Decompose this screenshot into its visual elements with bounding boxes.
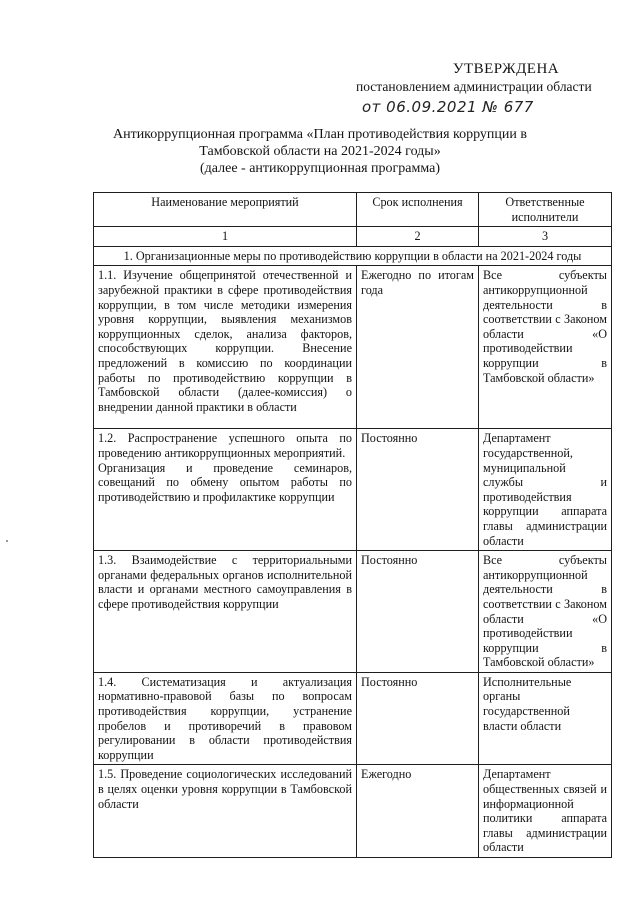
header-deadline: Срок исполнения [357, 193, 479, 227]
responsible-cell: Департамент общественных связей и информационной политики аппарата главы администрации области [479, 765, 612, 858]
responsible-cell: Исполнительные органы государственной власти области [479, 672, 612, 765]
approval-block [356, 60, 636, 116]
column-number-row [94, 227, 612, 247]
program-title-line3: (далее - антикоррупционная программа) [200, 161, 440, 176]
table-row [94, 266, 612, 429]
measure-cell: 1.1. Изучение общепринятой отечественной и зарубежной практики в сфере противодействия коррупции, в том числе методики измерения уровня коррупции, выявления механизмов коррупционных сделок, анализа факторов, способствующих коррупции. Внесение предложений в комиссию по координации работы по противодействию коррупции в Тамбовской области (далее-комиссия) о внедрении данной практики в области [94, 266, 357, 429]
program-title-line2: Тамбовской области на 2021-2024 годы» [199, 144, 441, 159]
deadline-cell: Постоянно [357, 672, 479, 765]
measures-table [93, 192, 612, 858]
program-title-line1: Антикоррупционная программа «План противодействия коррупции в [112, 127, 528, 142]
table-header-row [94, 193, 612, 227]
table-row [94, 672, 612, 765]
column-number: 1 [94, 227, 357, 247]
column-number: 2 [357, 227, 479, 247]
deadline-cell: Ежегодно [357, 765, 479, 858]
deadline-cell: Постоянно [357, 551, 479, 673]
section-title: 1. Организационные меры по противодействию коррупции в области на 2021-2024 годы [94, 246, 612, 266]
program-title [100, 126, 540, 177]
deadline-cell: Постоянно [357, 429, 479, 551]
table-row [94, 429, 612, 551]
responsible-cell: Департамент государственной, муниципальной службы и противодействия коррупции аппарата главы администрации области [479, 429, 612, 551]
column-number: 3 [479, 227, 612, 247]
header-responsible: Ответственные исполнители [479, 193, 612, 227]
measure-cell: 1.4. Систематизация и актуализация нормативно-правовой базы по вопросам противодействия коррупции, устранение пробелов и противоречий в правовом регулировании в области противодействия коррупции [94, 672, 357, 765]
approval-authority: постановлением администрации области [356, 79, 592, 94]
responsible-cell: Все субъекты антикоррупционной деятельности в соответствии с Законом области «О противодействии коррупции в Тамбовской области» [479, 551, 612, 673]
measure-cell: 1.2. Распространение успешного опыта по проведению антикоррупционных мероприятий. Организация и проведение семинаров, совещаний по обмену опытом работы по противодействию и профилактике коррупции [94, 429, 357, 551]
deadline-cell: Ежегодно по итогам года [357, 266, 479, 429]
handwritten-date-number: от 06.09.2021 № 677 [362, 98, 534, 116]
header-measures: Наименование мероприятий [94, 193, 357, 227]
table-row [94, 551, 612, 673]
section-row [94, 246, 612, 266]
responsible-cell: Все субъекты антикоррупционной деятельности в соответствии с Законом области «О противодействии коррупции в Тамбовской области» [479, 266, 612, 429]
table-row [94, 765, 612, 858]
scan-speck [6, 540, 8, 542]
approval-stamp: УТВЕРЖДЕНА [452, 61, 560, 77]
measure-cell: 1.3. Взаимодействие с территориальными органами федеральных органов исполнительной власти и органами местного самоуправления в сфере противодействия коррупции [94, 551, 357, 673]
measure-cell: 1.5. Проведение социологических исследований в целях оценки уровня коррупции в Тамбовской области [94, 765, 357, 858]
